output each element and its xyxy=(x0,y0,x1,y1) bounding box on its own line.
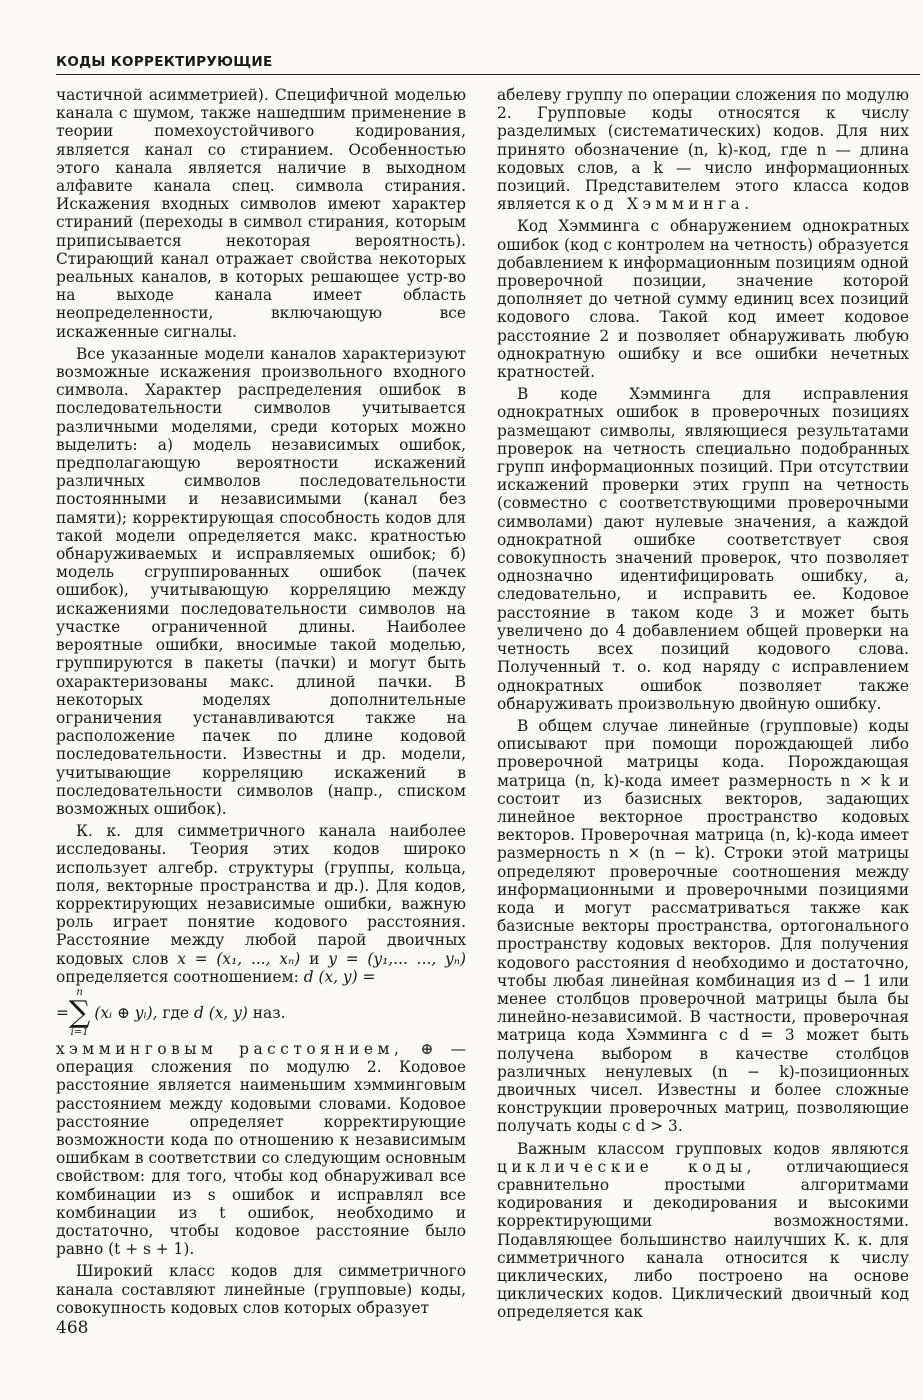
left-paragraph-3-text: К. к. для симметричного канала наиболее исследованы. Теория этих кодов широко использует алгебр. структуры (группы, кольца, поля, векторные пространства и др.). Для кодов, корректирующих независимые ошибки, важную роль играет понятие кодового расстояния. Расстояние между любой парой двоичных кодовых слов xyxy=(56,822,466,968)
page-number: 468 xyxy=(56,1318,89,1338)
left-paragraph-1: частичной асимметрией). Специфичной моделью канала с шумом, также нашедшим применение в теории помехоустойчивого кодирования, является канал со стиранием. Особенностью этого канала является наличие в выходном алфавите канала спец. символа стирания. Искажения входных символов имеют характер стираний (переходы в символ стирания, которым приписывается некоторая вероятность). Стирающий канал отражает свойства некоторых реальных каналов, в которых решающее устр-во на выходе канала имеет область неопределенности, включающую все искаженные сигналы. xyxy=(56,86,466,341)
left-paragraph-3b xyxy=(56,1040,466,1258)
formula-defined: определяется соотношением: xyxy=(56,967,299,986)
right-paragraph-5-text-b: отличающиеся сравнительно простыми алгоритмами кодирования и декодирования и высокими корректирующими возможностями. Подавляющее большинство наилучших К. к. для симметричного канала относится к числу циклических, либо построено на основе циклических кодов. Циклический двоичный код определяется как xyxy=(497,1157,909,1322)
formula-term: (xᵢ ⊕ yᵢ), xyxy=(94,1003,158,1022)
formula-and: и xyxy=(309,949,320,968)
formula-y: y = (y₁,... ..., yₙ) xyxy=(328,949,466,968)
summation xyxy=(69,988,90,1038)
formula-d: d (x, y) = xyxy=(303,967,376,986)
right-paragraph-1-text: абелеву группу по операции сложения по модулю 2. Групповые коды относятся к числу разделимых (систематических) кодов. Для них принято обозначение (n, k)-код, где n — длина кодовых слов, а k — число информационных позиций. Представителем этого класса кодов является xyxy=(497,86,909,214)
left-paragraph-3b-text: ⊕ — операция сложения по модулю 2. Кодовое расстояние является наименьшим хэмминговым расстоянием между кодовыми словами. Кодовое расстояние определяет корректирующие возможности кода по отношению к независимым ошибкам в соответствии со следующим основным свойством: для того, чтобы код обнаруживал все комбинации из s ошибок и исправлял все комбинации из t ошибок, необходимо и достаточно, чтобы кодовое расстояние было равно (t + s + 1). xyxy=(56,1039,466,1259)
running-header: КОДЫ КОРРЕКТИРУЮЩИЕ xyxy=(56,54,273,70)
hamming-distance-formula xyxy=(56,988,466,1038)
formula-where: где xyxy=(162,1003,190,1022)
formula-called: наз. xyxy=(252,1003,286,1022)
left-paragraph-4: Широкий класс кодов для симметричного канала составляют линейные (групповые) коды, совокупность кодовых слов которых образует xyxy=(56,1262,466,1317)
term-hamming-distance: хэмминговым расстоянием, xyxy=(56,1039,404,1058)
term-hamming-code: код Хэмминга. xyxy=(575,195,754,214)
left-paragraph-2: Все указанные модели каналов характеризуют возможные искажения произвольного входного символа. Характер распределения ошибок в последовательности символов учитывается различными моделями, среди которых можно выделить: а) модель независимых ошибок, предполагающую вероятности искажений различных символов последовательности постоянными и независимыми (канал без памяти); корректирующая способность кодов для такой модели определяется макс. кратностью обнаруживаемых и исправляемых ошибок; б) модель сгруппированных ошибок (пачек ошибок), учитывающую корреляцию между искажениями последовательности символов на участке ограниченной длины. Наиболее вероятные ошибки, вносимые такой моделью, группируются в пакеты (пачки) и могут быть охарактеризованы макс. длиной пачки. В некоторых моделях дополнительные ограничения устанавливаются также на расположение пачек по длине кодовой последовательности. Известны и др. модели, учитывающие корреляцию искажений в последовательности символов (напр., списком возможных ошибок). xyxy=(56,344,466,818)
left-column xyxy=(56,86,466,1317)
formula-eq: = xyxy=(56,1003,69,1022)
right-paragraph-5-text-a: Важным классом групповых кодов являются xyxy=(517,1139,909,1158)
header-rule xyxy=(56,74,920,75)
formula-x: x = (x₁, ..., xₙ) xyxy=(177,949,301,968)
right-paragraph-1 xyxy=(497,86,909,213)
right-paragraph-3: В коде Хэмминга для исправления однократных ошибок в проверочных позициях размещают символы, являющиеся результатами проверок на четность специально подобранных групп информационных позиций. При отсутствии искажений проверки этих групп на четность (совместно с соответствующими проверочными символами) дают нулевые значения, а каждой однократной ошибке соответствует своя совокупность значений проверок, что позволяет однозначно идентифицировать ошибку, а, следовательно, и исправить ее. Кодовое расстояние в таком коде 3 и может быть увеличено до 4 добавлением общей проверки на четность всех позиций кодового слова. Полученный т. о. код наряду с исправлением однократных ошибок позволяет также обнаруживать произвольную двойную ошибку. xyxy=(497,385,909,713)
term-cyclic-codes: циклические коды, xyxy=(497,1157,757,1176)
left-paragraph-3 xyxy=(56,822,466,986)
right-paragraph-5 xyxy=(497,1140,909,1322)
sum-lower: i=1 xyxy=(70,1026,89,1038)
right-paragraph-2: Код Хэмминга с обнаружением однократных ошибок (код с контролем на четность) образуется добавлением к информационным позициям одной проверочной позиции, значение которой дополняет до четной сумму единиц всех позиций кодового слова. Такой код имеет кодовое расстояние 2 и позволяет обнаруживать любую однократную ошибку и все ошибки нечетных кратностей. xyxy=(497,217,909,382)
sigma-icon: ∑ xyxy=(68,994,91,1030)
right-column xyxy=(497,86,909,1322)
formula-dxy: d (x, y) xyxy=(193,1003,248,1022)
sum-upper: n xyxy=(76,986,83,998)
right-paragraph-4: В общем случае линейные (групповые) коды описывают при помощи порождающей либо проверочной матрицы кода. Порождающая матрица (n, k)-кода имеет размерность n × k и состоит из базисных векторов, задающих линейное векторное пространство кодовых векторов. Проверочная матрица (n, k)-кода имеет размерность n × (n − k). Строки этой матрицы определяют проверочные соотношения между информационными и проверочными позициями кода и могут рассматриваться также как базисные векторы пространства, ортогонального пространству кодовых векторов. Для получения кодового расстояния d необходимо и достаточно, чтобы любая линейная комбинация из d − 1 или менее столбцов проверочной матрицы была бы линейно-независимой. В частности, проверочная матрица кода Хэмминга с d = 3 может быть получена выбором в качестве столбцов различных ненулевых (n − k)-позиционных двоичных чисел. Известны и более сложные конструкции проверочных матриц, позволяющие получать коды с d > 3. xyxy=(497,716,909,1136)
